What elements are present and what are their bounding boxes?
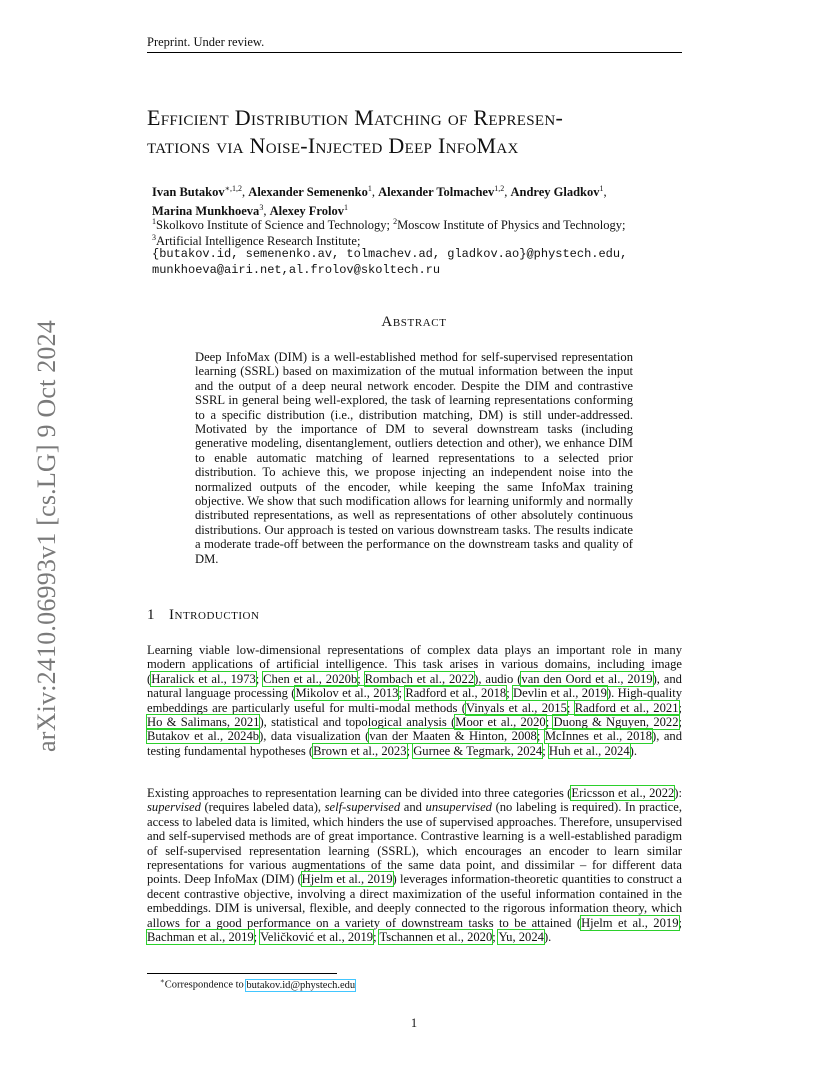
intro-paragraph-2: Existing approaches to representation learning can be divided into three categories (Ericsson et al., 2022): supervised (requires labeled data), self-supervised and unsupervised (no labeling is required). In practice, access to labeled data is limited, which hinders the use of supervised approaches. Therefore, unsupervised and self-supervised methods are of great importance. Contrastive learning is a well-established paradigm of self-supervised representation learning (SSRL), which encourages an encoder to learn similar representations for various augmentations of the same data point, and dissimilar – for different data points. Deep InfoMax (DIM) (Hjelm et al., 2019) leverages information-theoretic quantities to construct a decent contrastive objective, involving a direct maximization of the useful information contained in the embeddings. DIM is universal, flexible, and deeply connected to the rigorous information theory, which allows for a good performance on a variety of downstream tasks to be attained (Hjelm et al., 2019; Bachman et al., 2019; Veličković et al., 2019; Tschannen et al., 2020; Yu, 2024). (147, 786, 682, 945)
citation-link[interactable]: Gurnee & Tegmark, 2024 (413, 743, 543, 758)
emphasis-term: self-supervised (324, 800, 401, 815)
affiliation-airi: Artificial Intelligence Research Institute; (156, 234, 361, 249)
citation-link[interactable]: Mikolov et al., 2013 (295, 686, 399, 701)
citation-link[interactable]: Ho & Salimans, 2021 (147, 715, 260, 730)
author-affil-mark: 1,2 (494, 184, 505, 193)
section-heading-introduction (147, 607, 259, 624)
citation-link[interactable]: Ericsson et al., 2022 (571, 786, 675, 800)
affiliation-mipt: Moscow Institute of Physics and Technology; (397, 218, 626, 233)
paper-title (147, 104, 707, 160)
citation-link[interactable]: Tschannen et al., 2020 (379, 930, 493, 945)
author-name: Marina Munkhoeva (152, 204, 260, 219)
citation-link[interactable]: Huh et al., 2024 (548, 743, 630, 758)
citation-link[interactable]: Radford et al., 2021 (574, 700, 679, 715)
affiliation-line-2: $^3$Artificial Intelligence Research Institute; (152, 233, 361, 249)
citation-link[interactable]: van den Oord et al., 2019 (521, 671, 653, 686)
intro-paragraph-1: Learning viable low-dimensional representations of complex data plays an important role in many modern applications of artificial intelligence. This task arises in various domains, including image (Haralick et al., 1973; Chen et al., 2020b; Rombach et al., 2022), audio (van den Oord et al., 2019), and natural language processing (Mikolov et al., 2013; Radford et al., 2018; Devlin et al., 2019). High-quality embeddings are particularly useful for multi-modal methods (Vinyals et al., 2015; Radford et al., 2021; Ho & Salimans, 2021), statistical and topological analysis (Moor et al., 2020; Duong & Nguyen, 2022; Butakov et al., 2024b), data visualization (van der Maaten & Hinton, 2008; McInnes et al., 2018), and testing fundamental hypotheses (Brown et al., 2023; Gurnee & Tegmark, 2024; Huh et al., 2024). (147, 643, 683, 758)
author-affil-mark: 1 (599, 184, 604, 193)
citation-link[interactable]: Rombach et al., 2022 (364, 671, 475, 686)
running-header: Preprint. Under review. (147, 35, 265, 49)
author-name: Alexey Frolov (269, 204, 344, 219)
section-title: Introduction (169, 607, 260, 623)
arxiv-stamp: arXiv:2410.06993v1 [cs.LG] 9 Oct 2024 (32, 320, 61, 752)
author-affil-mark: 1 (367, 184, 372, 193)
email-line-1: {butakov.id, semenenko.av, tolmachev.ad, gladkov.ao}@phystech.edu, (152, 247, 628, 261)
author-name: Alexander Semenenko (248, 185, 368, 200)
citation-link[interactable]: Bachman et al., 2019 (147, 930, 254, 945)
footnote (160, 977, 355, 991)
author-name: Ivan Butakov (152, 185, 225, 200)
citation-link[interactable]: Duong & Nguyen, 2022 (553, 715, 679, 730)
abstract-heading: Abstract (381, 314, 447, 330)
citation-link[interactable]: Haralick et al., 1973 (151, 671, 256, 686)
author-list: Ivan Butakov$^{∗,1,2}$, Alexander Semenenko$^1$, Alexander Tolmachev$^{1,2}$, Andrey Gladkov$^1$, Marina Munkhoeva$^3$, Alexey Frolov$^1$ (152, 184, 607, 219)
footnote-rule (147, 973, 337, 974)
author-affil-mark: 3 (259, 203, 264, 213)
author-affil-mark: 1 (343, 203, 348, 213)
citation-link[interactable]: Hjelm et al., 2019 (301, 872, 393, 887)
author-name: Alexander Tolmachev (378, 185, 495, 200)
citation-link[interactable]: Hjelm et al., 2019 (581, 915, 679, 930)
citation-link[interactable]: Devlin et al., 2019 (513, 686, 607, 701)
affiliation-skoltech: Skolkovo Institute of Science and Technology; (156, 218, 394, 233)
citation-link[interactable]: Butakov et al., 2024b (147, 729, 260, 744)
email-line-2: munkhoeva@airi.net,al.frolov@skoltech.ru (152, 263, 441, 277)
citation-link[interactable]: Moor et al., 2020 (455, 715, 546, 730)
page-number: 1 (410, 1016, 418, 1030)
citation-link[interactable]: Veličković et al., 2019 (260, 930, 374, 945)
citation-link[interactable]: Chen et al., 2020b (263, 671, 358, 686)
author-affil-mark: ∗,1,2 (224, 184, 243, 193)
correspondence-email-link[interactable]: butakov.id@phystech.edu (246, 979, 356, 991)
citation-link[interactable]: Yu, 2024 (498, 930, 544, 945)
title-line-2: tations via Noise-Injected Deep InfoMax (147, 133, 519, 158)
citation-link[interactable]: van der Maaten & Hinton, 2008 (369, 729, 537, 744)
citation-link[interactable]: Vinyals et al., 2015 (465, 700, 567, 715)
citation-link[interactable]: Brown et al., 2023 (313, 743, 407, 758)
author-name: Andrey Gladkov (510, 185, 600, 200)
footnote-mark: ∗ (160, 977, 165, 985)
emphasis-term: supervised (147, 800, 201, 815)
abstract-body: Deep InfoMax (DIM) is a well-established method for self-supervised representation learning (SSRL) based on maximization of the mutual information between the input and the output of a deep neural network encoder. Despite the DIM and contrastive SSRL in general being well-explored, the task of learning representations conforming to a specific distribution (i.e., distribution matching, DM) is still under-addressed. Motivated by the importance of DM to several downstream tasks (including generative modeling, disentanglement, outliers detection and other), we enhance DIM to enable automatic matching of learned representations to a selected prior distribution. To achieve this, we propose injecting an independent noise into the normalized outputs of the encoder, while keeping the same InfoMax training objective. We show that such modification allows for learning uniformly and normally distributed representations, as well as representations of other absolutely continuous distributions. Our approach is tested on various downstream tasks. The results indicate a moderate trade-off between the performance on the downstream tasks and quality of DM. (195, 350, 633, 566)
emphasis-term: unsupervised (425, 800, 492, 815)
affiliation-line-1: $^1$Skolkovo Institute of Science and Technology; $^2$Moscow Institute of Physics and Technology; (152, 217, 626, 233)
section-number: 1 (147, 607, 155, 623)
footnote-text: Correspondence to (164, 979, 247, 991)
citation-link[interactable]: McInnes et al., 2018 (544, 729, 652, 744)
title-line-1: Efficient Distribution Matching of Represen- (147, 105, 564, 130)
citation-link[interactable]: Radford et al., 2018 (405, 686, 507, 701)
header-rule (147, 52, 682, 53)
